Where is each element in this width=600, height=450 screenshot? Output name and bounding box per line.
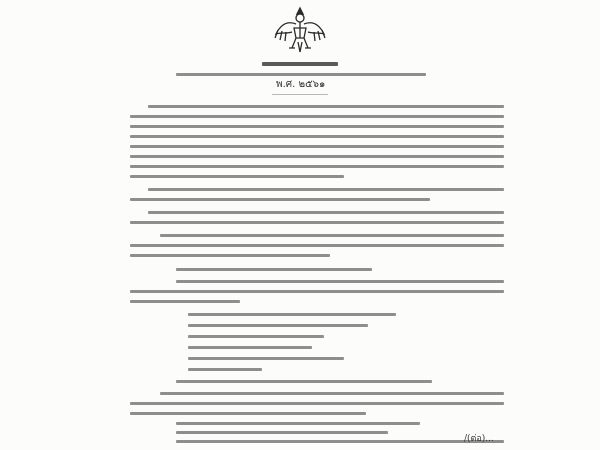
text-line — [188, 313, 396, 316]
announcement-year: พ.ศ. ๒๕๖๑ — [276, 79, 326, 90]
text-line — [130, 145, 504, 148]
continued-mark: /(ต่อ)... — [464, 434, 494, 444]
text-line — [176, 280, 504, 283]
text-line — [160, 392, 504, 395]
text-line — [188, 357, 344, 360]
text-line — [130, 125, 504, 128]
text-line — [130, 155, 504, 158]
text-line — [130, 198, 430, 201]
garuda-emblem-icon — [272, 4, 328, 56]
text-line — [176, 422, 420, 425]
text-line — [188, 346, 312, 349]
text-line — [130, 290, 504, 293]
text-line — [176, 431, 388, 434]
text-line — [130, 300, 240, 303]
text-line — [188, 335, 324, 338]
text-line — [148, 188, 504, 191]
text-line — [148, 105, 504, 108]
text-line — [176, 440, 504, 443]
text-line — [130, 115, 504, 118]
text-line — [188, 324, 368, 327]
text-line — [130, 221, 504, 224]
text-line — [176, 268, 372, 271]
text-line — [130, 402, 504, 405]
announcement-title — [262, 62, 338, 66]
text-line — [130, 135, 504, 138]
text-line — [160, 234, 504, 237]
text-line — [188, 368, 262, 371]
text-line — [130, 175, 344, 178]
announcement-subject — [176, 73, 426, 76]
text-line — [130, 412, 366, 415]
text-line — [148, 211, 504, 214]
text-line — [130, 244, 504, 247]
header-divider — [272, 94, 328, 95]
text-line — [176, 380, 432, 383]
text-line — [130, 254, 330, 257]
text-line — [130, 165, 504, 168]
